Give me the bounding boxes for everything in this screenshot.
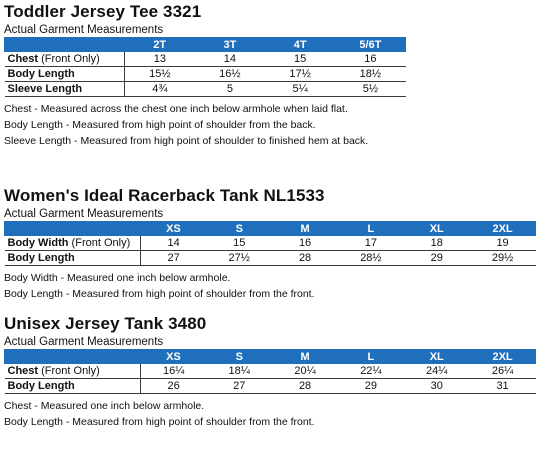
- row-label-note: (Front Only): [38, 365, 100, 377]
- header-corner: [5, 350, 141, 364]
- row-label-note: (Front Only): [38, 53, 100, 65]
- row-label: [5, 364, 141, 379]
- table-cell: 18: [404, 236, 470, 251]
- row-label: [5, 236, 141, 251]
- table-cell: 19: [470, 236, 536, 251]
- table-cell: 30: [404, 379, 470, 394]
- size-chart-unisex-jersey-tank: [4, 314, 536, 430]
- row-label-note: (Front Only): [68, 237, 131, 249]
- size-header: 2T: [125, 38, 195, 52]
- table-cell: 28: [272, 251, 338, 266]
- table-cell: 24¼: [404, 364, 470, 379]
- table-cell: 17½: [265, 67, 335, 82]
- table-cell: 20¼: [272, 364, 338, 379]
- table-cell: 18¼: [206, 364, 272, 379]
- note-line: Body Length - Measured from high point of shoulder from the back.: [4, 119, 316, 131]
- row-label-text: Body Length: [7, 380, 75, 392]
- chart-title: Unisex Jersey Tank 3480: [4, 314, 207, 333]
- note-line: Body Width - Measured one inch below armhole.: [4, 272, 231, 284]
- table-cell: 15½: [125, 67, 195, 82]
- chart-subtitle: Actual Garment Measurements: [4, 336, 164, 348]
- table-cell: 29: [404, 251, 470, 266]
- table-row: [5, 52, 406, 67]
- chart-title: Women's Ideal Racerback Tank NL1533: [4, 186, 325, 205]
- table-cell: 15: [265, 52, 335, 67]
- size-header: M: [272, 350, 338, 364]
- row-label-text: Chest: [7, 365, 39, 377]
- table-row: [5, 364, 536, 379]
- table-cell: 16: [335, 52, 405, 67]
- table-cell: 5½: [335, 82, 405, 97]
- table-row: [5, 379, 536, 394]
- note-line: Body Length - Measured from high point of shoulder from the front.: [4, 416, 315, 428]
- row-label: [5, 52, 125, 67]
- table-cell: 28: [272, 379, 338, 394]
- table-row: [5, 67, 406, 82]
- table-cell: 16: [272, 236, 338, 251]
- size-header: 3T: [195, 38, 265, 52]
- header-corner: [5, 222, 141, 236]
- size-header-row: [5, 38, 406, 52]
- size-header: 5/6T: [335, 38, 405, 52]
- table-row: [5, 236, 536, 251]
- table-cell: 17: [338, 236, 404, 251]
- table-cell: 26¼: [470, 364, 536, 379]
- size-header: L: [338, 222, 404, 236]
- table-cell: 4¾: [125, 82, 195, 97]
- table-cell: 5¼: [265, 82, 335, 97]
- row-label-text: Body Length: [7, 252, 75, 264]
- table-cell: 29½: [470, 251, 536, 266]
- table-cell: 16½: [195, 67, 265, 82]
- table-cell: 14: [141, 236, 207, 251]
- chart-subtitle: Actual Garment Measurements: [4, 208, 164, 220]
- size-header-row: [5, 350, 536, 364]
- chart-title: Toddler Jersey Tee 3321: [4, 2, 202, 21]
- chart-subtitle: Actual Garment Measurements: [4, 24, 164, 36]
- measurement-notes: [4, 101, 406, 149]
- table-cell: 22¼: [338, 364, 404, 379]
- table-cell: 15: [206, 236, 272, 251]
- row-label: [5, 67, 125, 82]
- size-header: S: [206, 350, 272, 364]
- size-chart-womens-racerback-tank: [4, 186, 536, 302]
- row-label: [5, 379, 141, 394]
- size-header: M: [272, 222, 338, 236]
- size-header: XS: [141, 222, 207, 236]
- row-label-text: Body Length: [7, 68, 75, 80]
- table-cell: 27½: [206, 251, 272, 266]
- row-label-text: Sleeve Length: [7, 83, 83, 95]
- size-header: L: [338, 350, 404, 364]
- row-label: [5, 251, 141, 266]
- note-line: Body Length - Measured from high point of shoulder from the front.: [4, 288, 315, 300]
- size-header: XS: [141, 350, 207, 364]
- table-cell: 5: [195, 82, 265, 97]
- size-header: XL: [404, 350, 470, 364]
- row-label: [5, 82, 125, 97]
- size-chart-toddler-jersey-tee: [4, 2, 406, 149]
- note-line: Sleeve Length - Measured from high point of shoulder to finished hem at back.: [4, 135, 369, 147]
- table-cell: 14: [195, 52, 265, 67]
- note-line: Chest - Measured across the chest one inch below armhole when laid flat.: [4, 103, 348, 115]
- size-header: XL: [404, 222, 470, 236]
- size-table: [4, 349, 536, 394]
- table-row: [5, 251, 536, 266]
- size-header: 2XL: [470, 350, 536, 364]
- table-row: [5, 82, 406, 97]
- table-cell: 29: [338, 379, 404, 394]
- note-line: Chest - Measured one inch below armhole.: [4, 400, 205, 412]
- size-table: [4, 221, 536, 266]
- table-cell: 18½: [335, 67, 405, 82]
- size-header: S: [206, 222, 272, 236]
- table-cell: 26: [141, 379, 207, 394]
- table-cell: 13: [125, 52, 195, 67]
- size-header: 4T: [265, 38, 335, 52]
- measurement-notes: [4, 270, 536, 302]
- table-cell: 28½: [338, 251, 404, 266]
- table-cell: 16¼: [141, 364, 207, 379]
- row-label-text: Chest: [7, 53, 39, 65]
- size-table: [4, 37, 406, 97]
- table-cell: 27: [141, 251, 207, 266]
- measurement-notes: [4, 398, 536, 430]
- size-header: 2XL: [470, 222, 536, 236]
- table-cell: 27: [206, 379, 272, 394]
- header-corner: [5, 38, 125, 52]
- row-label-text: Body Width: [7, 237, 69, 249]
- size-header-row: [5, 222, 536, 236]
- table-cell: 31: [470, 379, 536, 394]
